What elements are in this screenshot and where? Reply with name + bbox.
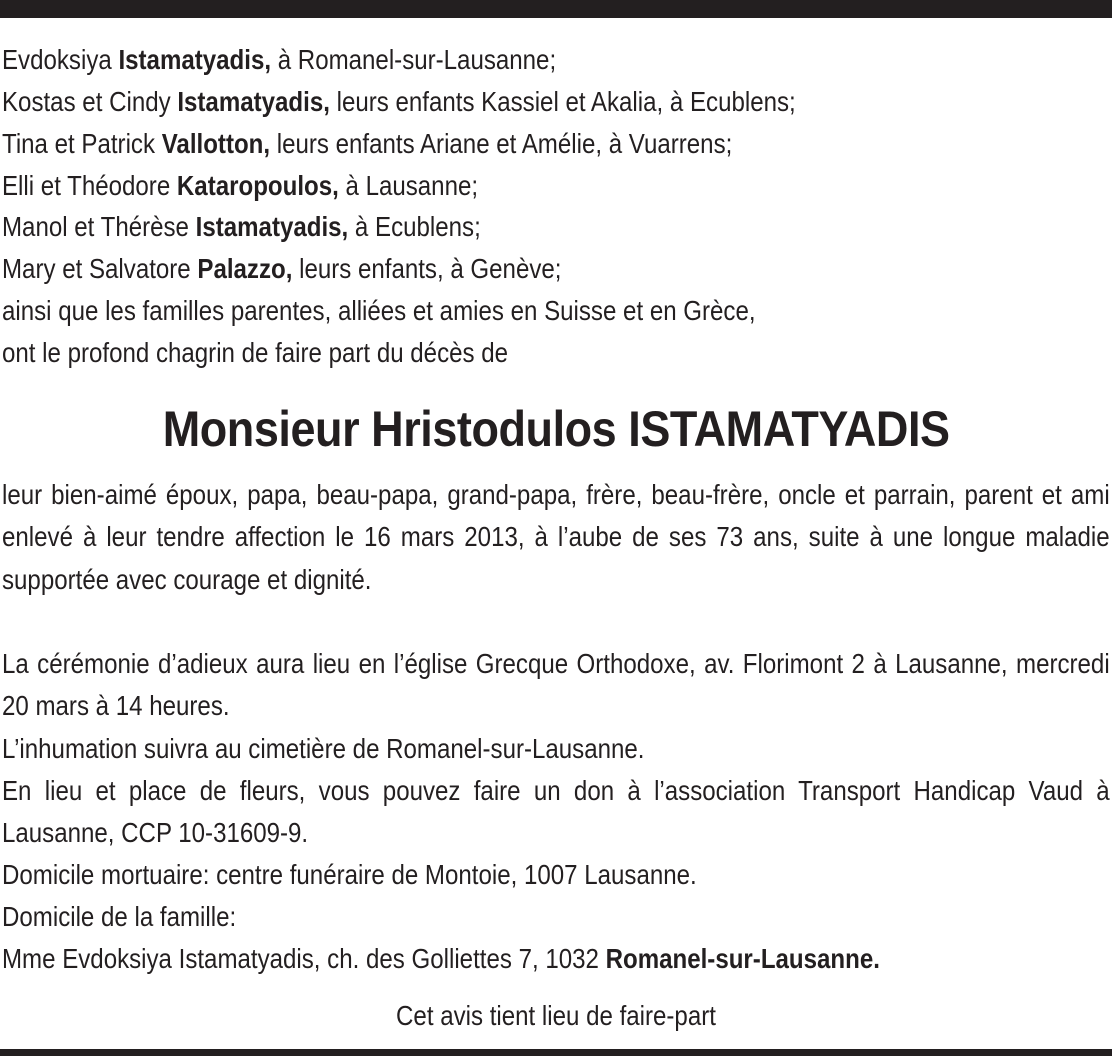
family-line: Elli et Théodore Kataropoulos, à Lausanne; — [2, 170, 479, 201]
donation-paragraph — [2, 770, 1110, 855]
top-rule — [0, 0, 1112, 18]
family-line: Kostas et Cindy Istamatyadis, leurs enfants Kassiel et Akalia, à Ecublens; — [2, 86, 796, 117]
footer-note: Cet avis tient lieu de faire-part — [396, 1000, 716, 1031]
donation-text: En lieu et place de fleurs, vous pouvez faire un don à l’association Transport Handicap Vaud à Lausanne, CCP 10-31609-9. — [2, 775, 1110, 849]
family-line: ainsi que les familles parentes, alliées et amies en Suisse et en Grèce, — [2, 295, 756, 326]
burial-text: L’inhumation suivra au cimetière de Romanel-sur-Lausanne. — [2, 733, 645, 764]
tribute-paragraph — [2, 474, 1110, 601]
ceremony-text: La cérémonie d’adieux aura lieu en l’église Grecque Orthodoxe, av. Florimont 2 à Lausanne, mercredi 20 mars à 14 heures. — [2, 648, 1110, 722]
tribute-text: leur bien-aimé époux, papa, beau-papa, grand-papa, frère, beau-frère, oncle et parrain, parent et ami enlevé à leur tendre affection le 16 mars 2013, à l’aube de ses 73 ans, suite à une longue maladie supportée avec courage et dignité. — [2, 479, 1110, 595]
family-home-label: Domicile de la famille: — [2, 901, 237, 932]
family-address: Mme Evdoksiya Istamatyadis, ch. des Golliettes 7, 1032 Romanel-sur-Lausanne. — [2, 943, 880, 974]
family-line: Evdoksiya Istamatyadis, à Romanel-sur-Lausanne; — [2, 44, 557, 75]
family-line: Manol et Thérèse Istamatyadis, à Ecublens; — [2, 211, 481, 242]
mortuary-text: Domicile mortuaire: centre funéraire de Montoie, 1007 Lausanne. — [2, 859, 697, 890]
deceased-name: Monsieur Hristodulos ISTAMATYADIS — [162, 401, 950, 457]
family-line: Tina et Patrick Vallotton, leurs enfants Ariane et Amélie, à Vuarrens; — [2, 128, 733, 159]
ceremony-paragraph — [2, 643, 1110, 728]
bottom-rule — [0, 1049, 1112, 1056]
family-line: Mary et Salvatore Palazzo, leurs enfants, à Genève; — [2, 253, 562, 284]
family-line: ont le profond chagrin de faire part du décès de — [2, 337, 509, 368]
